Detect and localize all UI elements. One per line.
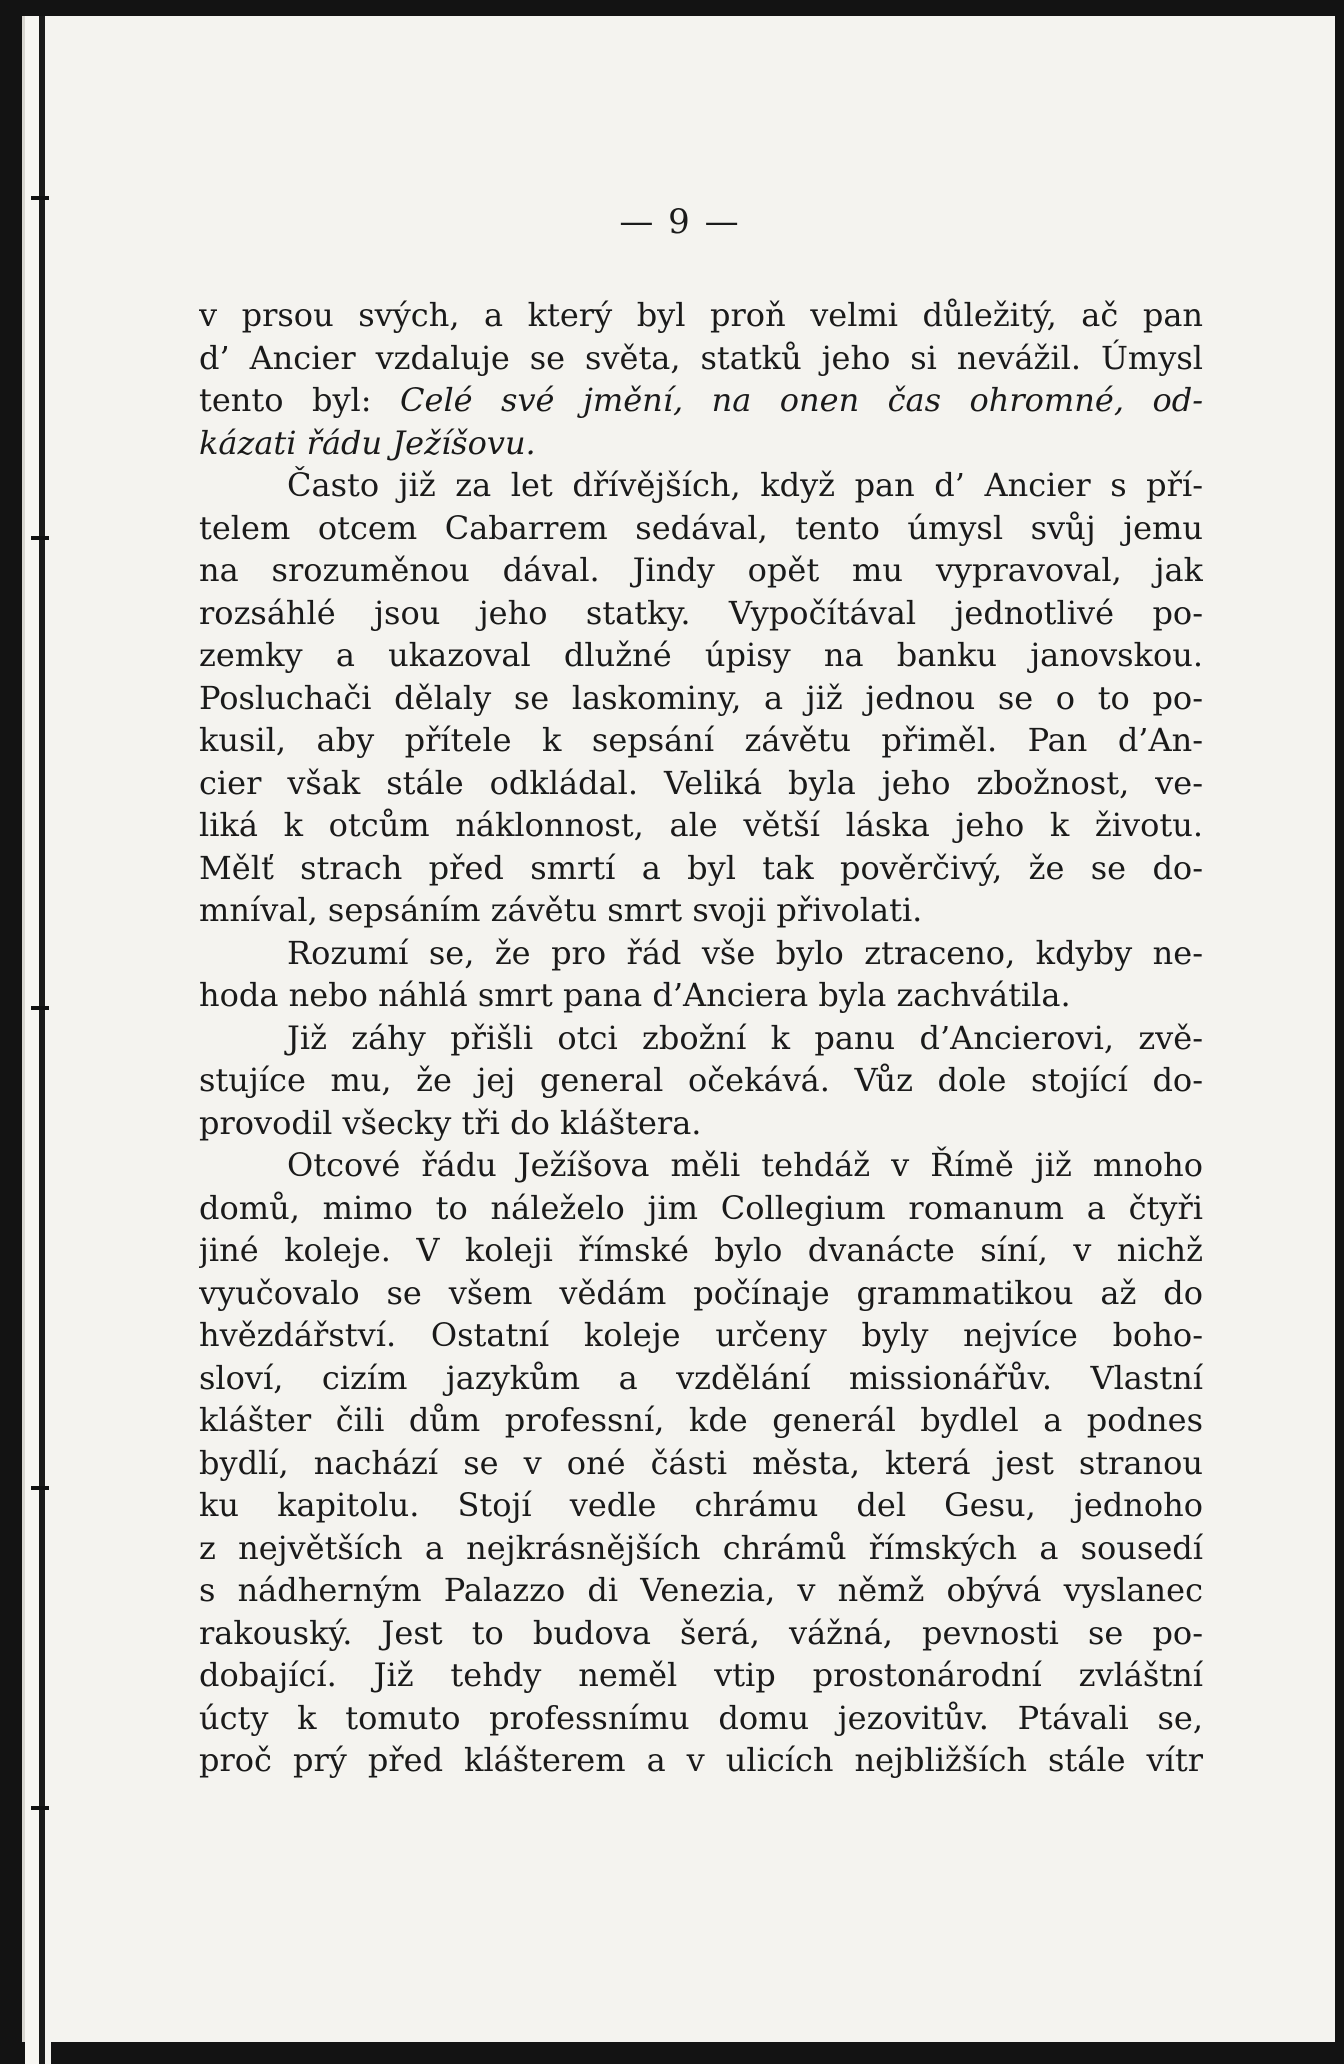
text-line: Již záhy přišli otci zbožní k panu d’Ancierovi, zvě- [287,1018,1203,1057]
binding-mark [31,196,49,200]
text-line: kusil, aby přítele k sepsání závětu přiměl. Pan d’An- [199,721,1203,759]
text-line: hoda nebo náhlá smrt pana d’Anciera byla zachvátila. [199,976,1071,1014]
text-line: Často již za let dřívějších, když pan d’ Ancier s pří- [287,466,1203,504]
text-line: rakouský. Jest to budova šerá, vážná, pevnosti se po- [199,1613,1203,1652]
text-line: kázati řádu Ježíšovu. [199,423,536,462]
body-text [199,294,1203,1782]
text-line: cier však stále odkládal. Veliká byla jeho zbožnost, ve- [199,763,1203,802]
binding-mark [31,1006,49,1010]
text-line: klášter čili dům professní, kde generál bydlel a podnes [199,1401,1203,1439]
text-line: d’ Ancier vzdaluje se světa, statků jeho si nevážil. Úmysl [199,338,1203,377]
binding-mark [31,1806,49,1810]
text-line: z největších a nejkrásnějších chrámů římských a sousedí [199,1528,1203,1567]
text-line: domů, mimo to náleželo jim Collegium romanum a čtyři [199,1188,1203,1227]
text-line: dobající. Již tehdy neměl vtip prostonárodní zvláštní [199,1656,1203,1694]
text-line: rozsáhlé jsou jeho statky. Vypočítával jednotlivé po- [199,593,1203,632]
text-line: v prsou svých, a který byl proň velmi důležitý, ač pan [199,296,1203,334]
book-page [22,16,1335,2042]
text-line: Mělť strach před smrtí a byl tak pověrčivý, že se do- [199,848,1203,887]
binding-mark [31,1486,49,1490]
text-line: provodil všecky tři do kláštera. [199,1103,702,1142]
page-number: — 9 — [619,202,741,242]
binding-mark [31,536,49,540]
text-line: ku kapitolu. Stojí vedle chrámu del Gesu, jednoho [199,1486,1203,1524]
text-line: proč prý před klášterem a v ulicích nejbližších stále vítr [199,1741,1203,1779]
text-line: zemky a ukazoval dlužné úpisy na banku janovskou. [199,636,1203,674]
text-line: Posluchači dělaly se laskominy, a již jednou se o to po- [199,678,1203,717]
text-line: tento byl: Celé své jmění, na onen čas ohromné, od- [199,381,1203,419]
text-line: stujíce mu, že jej general očekává. Vůz dole stojící do- [199,1061,1203,1099]
text-line: vyučovalo se všem vědám počínaje grammatikou až do [199,1273,1203,1312]
text-line: úcty k tomuto professnímu domu jezovitův. Ptávali se, [199,1698,1203,1737]
text-line: Rozumí se, že pro řád vše bylo ztraceno, kdyby ne- [287,933,1203,972]
text-line: sloví, cizím jazykům a vzdělání missionářův. Vlastní [199,1358,1203,1397]
text-line: s nádherným Palazzo di Venezia, v němž obývá vyslanec [199,1571,1203,1609]
text-line: mníval, sepsáním závětu smrt svoji přivolati. [199,891,923,929]
text-line: telem otcem Cabarrem sedával, tento úmysl svůj jemu [199,508,1203,547]
text-line: Otcové řádu Ježíšova měli tehdáž v Římě již mnoho [287,1146,1203,1184]
text-line: jiné koleje. V koleji římské bylo dvanácte síní, v nichž [199,1231,1203,1269]
text-line: hvězdářství. Ostatní koleje určeny byly nejvíce boho- [199,1316,1203,1354]
page-binding-edge [25,16,51,2064]
text-line: liká k otcům náklonnost, ale větší láska jeho k životu. [199,806,1203,844]
text-line: na srozuměnou dával. Jindy opět mu vypravoval, jak [199,551,1203,589]
text-line: bydlí, nachází se v oné části města, která jest stranou [199,1443,1203,1482]
